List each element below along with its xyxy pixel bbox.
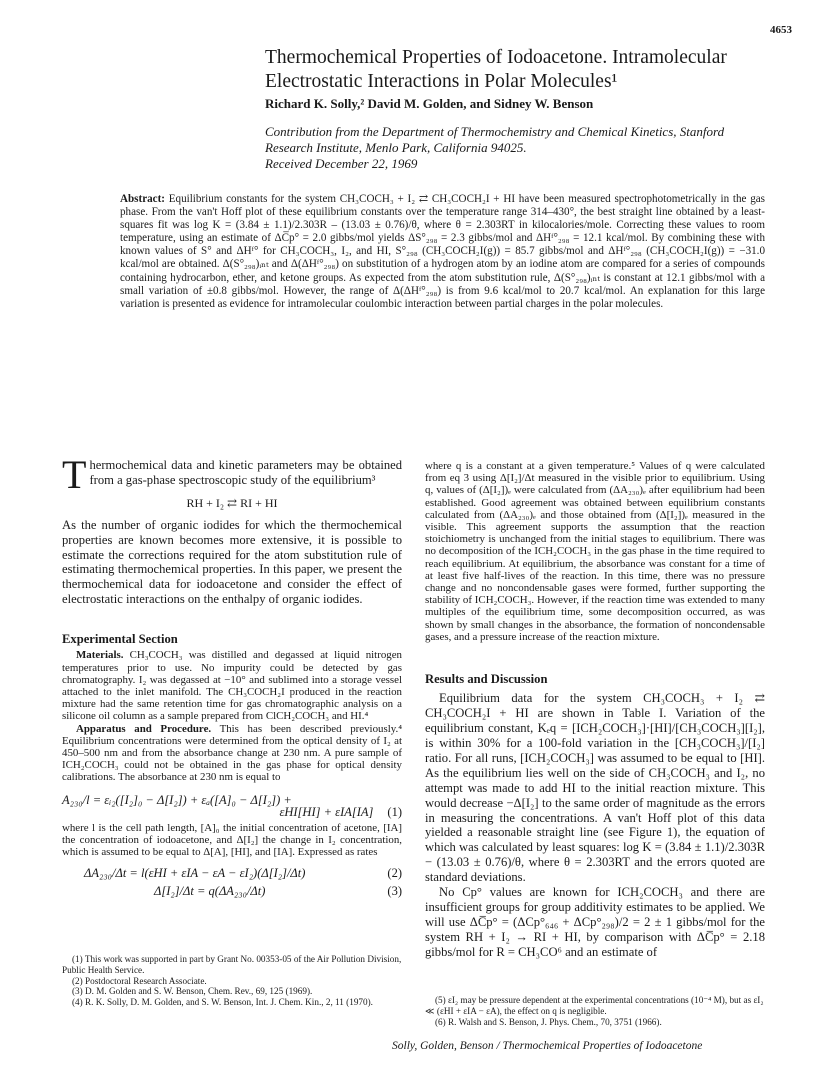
equation-1-number: (1)	[387, 804, 402, 819]
left-footnotes	[62, 954, 402, 1008]
footnote: (3) D. M. Golden and S. W. Benson, Chem. Rev., 69, 125 (1969).	[72, 986, 313, 997]
results-heading: Results and Discussion	[425, 672, 548, 687]
footnote: (1) This work was supported in part by Grant No. 00353-05 of the Air Pollution Division, Public Health Service.	[62, 954, 402, 975]
equation-1-line-a: A₂₃₀/l = εᵢ₂([I₂]₀ − Δ[I₂]) + εₐ([A]₀ − Δ[I₂]) +	[62, 792, 292, 807]
author-list: Richard K. Solly,² David M. Golden, and Sidney W. Benson	[265, 96, 594, 111]
equation-2-number: (2)	[387, 865, 402, 880]
page-number: 4653	[770, 24, 792, 36]
equation-3-body: Δ[I₂]/Δt = q(ΔA₂₃₀/Δt)	[154, 883, 266, 898]
apparatus-text: This has been described previously.⁴ Equilibrium concentrations were determined from the optical density of I₂ at 450–500 nm and from the absorbance change at 230 nm. A pure sample of ICH₂COCH₃ could not be obtained in the gas phase for optical density calibrations. The absorbance at 230 nm is equal to	[62, 722, 402, 784]
apparatus-label: Apparatus and Procedure.	[76, 722, 212, 735]
footnote: (5) εI₂ may be pressure dependent at the experimental concentrations (10⁻⁴ M), but as εI₂ ≪ (εHI + εIA − εA), the effect on q is negligible.	[425, 995, 764, 1016]
article-title: Thermochemical Properties of Iodoacetone. Intramolecular Electrostatic Interactions in Polar Molecules¹	[265, 47, 727, 92]
materials-text: CH₃COCH₃ was distilled and degassed at liquid nitrogen temperatures prior to use. No impurity could be detected by gas chromatography. I₂ was degassed at −10° and sublimed into a storage vessel attached to the inlet manifold. The CH₃COCH₂I produced in the reaction mixture had the same retention time for gas chromatographic analysis on a silicone oil column as a sample prepared from ClCH₂COCH₃ and HI.⁴	[62, 649, 403, 723]
equation-2-body: ΔA₂₃₀/Δt = l(εHI + εIA − εA − εI₂)(Δ[I₂]/Δt)	[84, 865, 306, 880]
equation-2	[62, 867, 402, 879]
materials-label: Materials.	[76, 649, 124, 662]
equation-3	[62, 885, 402, 897]
equilibrium-equation: RH + I₂ ⇄ RI + HI	[186, 495, 278, 510]
intro-text-2: As the number of organic iodides for which the thermochemical properties are known becomes more extensive, it is possible to estimate the corrections required for the atom substitution rule of estimating thermochemical properties. In this paper, we present the thermochemical data for iodoacetone and consider the effect of electrostatic interactions on the enthalpy of organic iodides.	[62, 517, 402, 607]
equation-3-number: (3)	[387, 883, 402, 898]
abstract-text: Equilibrium constants for the system CH₃COCH₃ + I₂ ⇄ CH₃COCH₂I + HI have been measured spectrophotometrically in the gas phase. From the van't Hoff plot of these equilibrium constants over the temperature range 314–430°, the best straight line obtained by a least-squares fit was log K = (3.84 ± 1.1)/2.303R – (13.03 ± 0.76)/θ, where θ = 2.303RT in kilocalories/mole. Correcting these values to room temperature, using an estimate of ΔC̅p° = 2.0 gibbs/mol yields ΔS°₂₉₈ = 2.3 gibbs/mol and ΔHᶠ°₂₉₈ = 12.1 kcal/mol. By combining these with known values of S° and ΔHᶠ° for CH₃COCH₃, I₂, and HI, S°₂₉₈ (CH₃COCH₂I(g)) = 85.7 gibbs/mol and ΔHᶠ°₂₉₈ (CH₃COCH₂I(g)) = −31.0 kcal/mol are obtained. Δ(S°₂₉₈)ᵢₙₜ and Δ(ΔHᶠ°₂₉₈) on substitution of a hydrogen atom by an iodine atom are compared for a series of compounds containing hydrocarbon, ether, and ketone groups. As expected from the atom substitution rule, Δ(S°₂₉₈)ᵢₙₜ is constant at 12.1 gibbs/mol with a small variation of ±0.8 gibbs/mol. However, the range of Δ(ΔHᶠ°₂₉₈) is from 9.6 kcal/mol to 20.7 kcal/mol. An explanation for this large variation is presented as evidence for intramolecular coulombic interaction between partial charges in the polar molecules.	[120, 193, 765, 310]
left-column	[62, 452, 403, 898]
equation-1	[62, 794, 402, 818]
experimental-section	[62, 633, 402, 897]
right-column	[425, 460, 765, 960]
right-paragraph-1: where q is a constant at a given temperature.⁵ Values of q were calculated from eq 3 using Δ[I₂]/Δt measured in the visible prior to equilibrium. Using q, values of (Δ[I₂])ₑ were calculated from (ΔA₂₃₀)ₑ after equilibrium had been established. Good agreement was obtained between equilibrium constants calculated from (ΔA₂₃₀)ₑ and those obtained from (Δ[I₂])ₑ measured in the visible. This agreement supports the assumption that the reaction stoichiometry is unchanged from the initial stages to equilibrium. There was no decomposition of the ICH₂COCH₃ in the gas phase in the time required to reach equilibrium. At equilibrium, the absorbance was constant for a time of at least five half-lives of the reaction. In this time, there was no pressure change and no noncondensable gases were formed, further supporting the stability of ICH₂COCH₃. However, if the reaction time was extended to many multiples of the equilibrium time, some decomposition occurred, as was shown by small changes in the absorbance, the formation of noncondensable gases, and a pressure increase of the reaction mixture.	[425, 460, 765, 643]
experimental-heading: Experimental Section	[62, 632, 178, 647]
intro-section	[62, 452, 402, 607]
footnote: (4) R. K. Solly, D. M. Golden, and S. W. Benson, Int. J. Chem. Kin., 2, 11 (1970).	[72, 997, 373, 1008]
footnote: (6) R. Walsh and S. Benson, J. Phys. Chem., 70, 3751 (1966).	[435, 1016, 662, 1027]
results-paragraph-2: No Cp° values are known for ICH₂COCH₃ and there are insufficient groups for group additivity estimates to be applied. We will use ΔC̅p° = (ΔCp°₆₄₆ + ΔCp°₂₉₈)/2 = 2 ± 1 gibbs/mol for the system RH + I₂ → RI + HI, by comparison with ΔC̅p° = 2.18 gibbs/mol for R = CH₃CO⁶ and an estimate of	[425, 885, 765, 959]
intro-text-1: hermochemical data and kinetic parameters may be obtained from a gas-phase spectroscopic study of the equilibrium³	[89, 458, 402, 487]
abstract-label: Abstract:	[120, 193, 165, 205]
results-paragraph-1: Equilibrium data for the system CH₃COCH₃ + I₂ ⇄ CH₃COCH₂I + HI are shown in Table I. Variation of the equilibrium constant, Kₑq = [ICH₂COCH₃]·[HI]/[CH₃COCH₃][I₂], is within 30% for a 100-fold variation in the [CH₃COCH₃]/[I₂] ratio. For all runs, [ICH₂COCH₃] was assumed to be equal to [HI]. As the equilibrium lies well on the side of CH₃COCH₃ and I₂, no attempt was made to add HI to the initial reaction mixture. This would decrease −Δ[I₂] to the same order of magnitude as the errors in measuring the concentrations. A van't Hoff plot of this data yielded a reasonable straight line (see Figure 1), the equation of which was calculated by least squares: log K = (3.84 ± 1.1)/2.303R − (13.03 ± 0.76)/θ, where θ = 2.303RT and the errors quoted are standard deviations.	[425, 691, 765, 885]
affiliation: Contribution from the Department of Thermochemistry and Chemical Kinetics, Stanford Research Institute, Menlo Park, California 94025.	[265, 124, 725, 155]
footnote: (2) Postdoctoral Research Associate.	[72, 975, 207, 986]
results-section	[425, 691, 765, 959]
equation-1-line-b	[62, 806, 402, 818]
running-footer: Solly, Golden, Benson / Thermochemical Properties of Iodoacetone	[392, 1040, 703, 1052]
where-paragraph: where l is the cell path length, [A]₀ the initial concentration of acetone, [IA] the concentration of iodoacetone, and Δ[I₂] the change in I₂ concentration, which is assumed to be equal to Δ[A], [HI], and [IA]. Expressed as rates	[62, 822, 402, 859]
equation-1-tail: εHI[HI] + εIA[IA]	[279, 804, 374, 819]
affiliation-block	[265, 124, 765, 172]
apparatus-paragraph	[62, 723, 402, 784]
right-footnotes	[425, 995, 765, 1027]
abstract	[120, 193, 765, 311]
drop-cap: T	[62, 452, 87, 497]
received-date: Received December 22, 1969	[265, 156, 418, 171]
materials-paragraph	[62, 649, 402, 722]
